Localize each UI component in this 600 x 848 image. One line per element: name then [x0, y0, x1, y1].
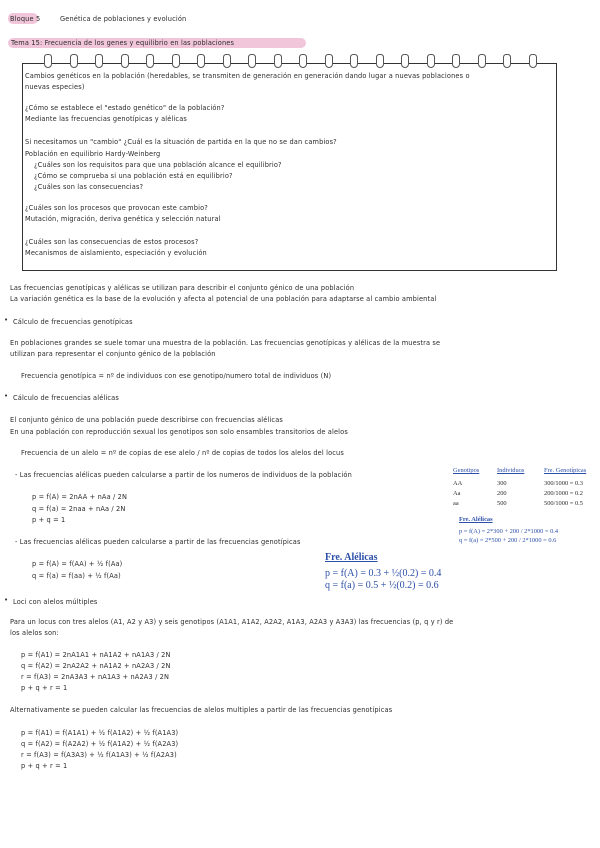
sec2-eq-5: q = f(a) = f(aa) + ½ f(Aa)	[32, 572, 121, 580]
table-cell: Aa	[453, 490, 461, 497]
bullet-dot: •	[4, 392, 9, 400]
table-cell: 500	[497, 500, 507, 507]
block-label: Bloque 5	[10, 15, 41, 23]
spiral-ring	[376, 54, 384, 68]
box-line-12: ¿Cuáles son las consecuencias de estos procesos?	[25, 238, 199, 246]
sec3-eq-4: p + q + r = 1	[21, 684, 68, 692]
allelic-line-1: p = f(A) = 2*300 + 200 / 2*1000 = 0.4	[459, 528, 559, 535]
table-header-cell: Fre. Genotípicas	[544, 467, 587, 474]
box-line-5: Si necesitamos un "cambio" ¿Cuál es la situación de partida en la que no se dan cambios?	[25, 138, 337, 146]
spiral-ring	[172, 54, 180, 68]
sec1-line-1: En poblaciones grandes se suele tomar una muestra de la población. Las frecuencias genotípicas y alélicas de la muestra se	[10, 339, 441, 347]
box-line-7: ¿Cuáles son los requisitos para que una población alcance el equilibrio?	[34, 161, 282, 169]
big-allelic-line-1: p = f(A) = 0.3 + ½(0.2) = 0.4	[325, 568, 442, 579]
spiral-ring	[452, 54, 460, 68]
sec3-eq-7: r = f(A3) = f(A3A3) + ½ f(A1A3) + ½ f(A2A3)	[21, 751, 177, 759]
spiral-ring	[223, 54, 231, 68]
allelic-line-2: q = f(a) = 2*500 + 200 / 2*1000 = 0.6	[459, 537, 557, 544]
spiral-ring	[95, 54, 103, 68]
box-line-1: Cambios genéticos en la población (heredables, se transmiten de generación en generación dando lugar a nuevas poblaciones o	[25, 72, 470, 80]
sec2-line-2: En una población con reproducción sexual los genotipos son solo ensambles transitorios de alelos	[10, 428, 348, 436]
section-1-title: Cálculo de frecuencias genotípicas	[13, 318, 133, 326]
spiral-ring	[70, 54, 78, 68]
sec3-eq-1: p = f(A1) = 2nA1A1 + nA1A2 + nA1A3 / 2N	[21, 651, 171, 659]
sec3-eq-8: p + q + r = 1	[21, 762, 68, 770]
section-3-title: Loci con alelos múltiples	[13, 598, 98, 606]
spiral-ring	[350, 54, 358, 68]
sec2-dash-1: - Las frecuencias alélicas pueden calcularse a partir de los numeros de individuos de la población	[15, 471, 352, 479]
box-line-11: Mutación, migración, deriva genética y selección natural	[25, 215, 221, 223]
sec2-line-1: El conjunto génico de una población puede describirse con frecuencias alélicas	[10, 416, 283, 424]
table-header-cell: Genotipos	[453, 467, 480, 474]
table-header-cell: Individuos	[497, 467, 525, 474]
sec1-formula: Frecuencia genotípica = nº de individuos con ese genotipo/numero total de individuos (N)	[21, 372, 332, 380]
table-cell: 500/1000 = 0.5	[544, 500, 583, 507]
table-cell: 300/1000 = 0.3	[544, 480, 583, 487]
intro-line-2: La variación genética es la base de la evolución y afecta al potencial de una población para adaptarse al cambio ambiental	[10, 295, 437, 303]
spiral-ring	[197, 54, 205, 68]
bullet-dot: •	[4, 316, 9, 324]
table-cell: aa	[453, 500, 459, 507]
spiral-ring	[146, 54, 154, 68]
spiral-ring	[274, 54, 282, 68]
sec2-eq-1: p = f(A) = 2nAA + nAa / 2N	[32, 493, 128, 501]
sec2-eq-2: q = f(a) = 2naa + nAa / 2N	[32, 505, 126, 513]
spiral-ring	[44, 54, 52, 68]
sec3-eq-2: q = f(A2) = 2nA2A2 + nA1A2 + nA2A3 / 2N	[21, 662, 171, 670]
spiral-ring	[121, 54, 129, 68]
sec2-dash-2: - Las frecuencias alélicas pueden calcularse a partir de las frecuencias genotípicas	[15, 538, 301, 546]
table-cell: 200/1000 = 0.2	[544, 490, 583, 497]
bullet-dot: •	[4, 596, 9, 604]
sec3-eq-3: r = f(A3) = 2nA3A3 + nA1A3 + nA2A3 / 2N	[21, 673, 170, 681]
spiral-ring	[529, 54, 537, 68]
box-line-3: ¿Cómo se establece el "estado genético" de la población?	[25, 104, 225, 112]
intro-line-1: Las frecuencias genotípicas y alélicas se utilizan para describir el conjunto génico de una población	[10, 284, 355, 292]
table-cell: AA	[453, 480, 463, 487]
spiral-ring	[325, 54, 333, 68]
spiral-ring	[401, 54, 409, 68]
allelic-title: Fre. Alélicas	[459, 516, 493, 523]
big-allelic-title: Fre. Alélicas	[325, 552, 378, 563]
spiral-ring	[248, 54, 256, 68]
box-line-13: Mecanismos de aislamiento, especiación y evolución	[25, 249, 207, 257]
table-cell: 300	[497, 480, 507, 487]
box-line-4: Mediante las frecuencias genotípicas y alélicas	[25, 115, 187, 123]
spiral-ring	[299, 54, 307, 68]
big-allelic-line-2: q = f(a) = 0.5 + ½(0.2) = 0.6	[325, 580, 439, 591]
sec2-eq-4: p = f(A) = f(AA) + ½ f(Aa)	[32, 560, 123, 568]
sec3-line-1: Para un locus con tres alelos (A1, A2 y A3) y seis genotipos (A1A1, A1A2, A2A2, A1A3, A2A3 y A3A3) las frecuencias (p, q y r) de	[10, 618, 454, 626]
sec3-eq-6: q = f(A2) = f(A2A2) + ½ f(A1A2) + ½ f(A2A3)	[21, 740, 179, 748]
spiral-rings	[44, 54, 554, 68]
sec1-line-2: utilizan para representar el conjunto génico de la población	[10, 350, 216, 358]
box-line-9: ¿Cuáles son las consecuencias?	[34, 183, 144, 191]
table-cell: 200	[497, 490, 507, 497]
box-line-8: ¿Cómo se comprueba si una población está en equilibrio?	[34, 172, 233, 180]
box-line-10: ¿Cuáles son los procesos que provocan este cambio?	[25, 204, 208, 212]
box-line-2: nuevas especies)	[25, 83, 85, 91]
spiral-ring	[427, 54, 435, 68]
sec3-eq-5: p = f(A1) = f(A1A1) + ½ f(A1A2) + ½ f(A1A3)	[21, 729, 179, 737]
box-line-6: Población en equilibrio Hardy-Weinberg	[25, 150, 161, 158]
sec3-line-2: los alelos son:	[10, 629, 59, 637]
section-2-title: Cálculo de frecuencias alélicas	[13, 394, 119, 402]
sec3-alt: Alternativamente se pueden calcular las frecuencias de alelos multiples a partir de las frecuencias genotípicas	[10, 706, 393, 714]
sec2-formula: Frecuencia de un alelo = nº de copias de ese alelo / nº de copias de todos los alelos del locus	[21, 449, 344, 457]
block-title: Genética de poblaciones y evolución	[60, 15, 187, 23]
topic-title: Tema 15: Frecuencia de los genes y equilibrio en las poblaciones	[11, 39, 235, 47]
spiral-ring	[503, 54, 511, 68]
spiral-ring	[478, 54, 486, 68]
sec2-eq-3: p + q = 1	[32, 516, 66, 524]
